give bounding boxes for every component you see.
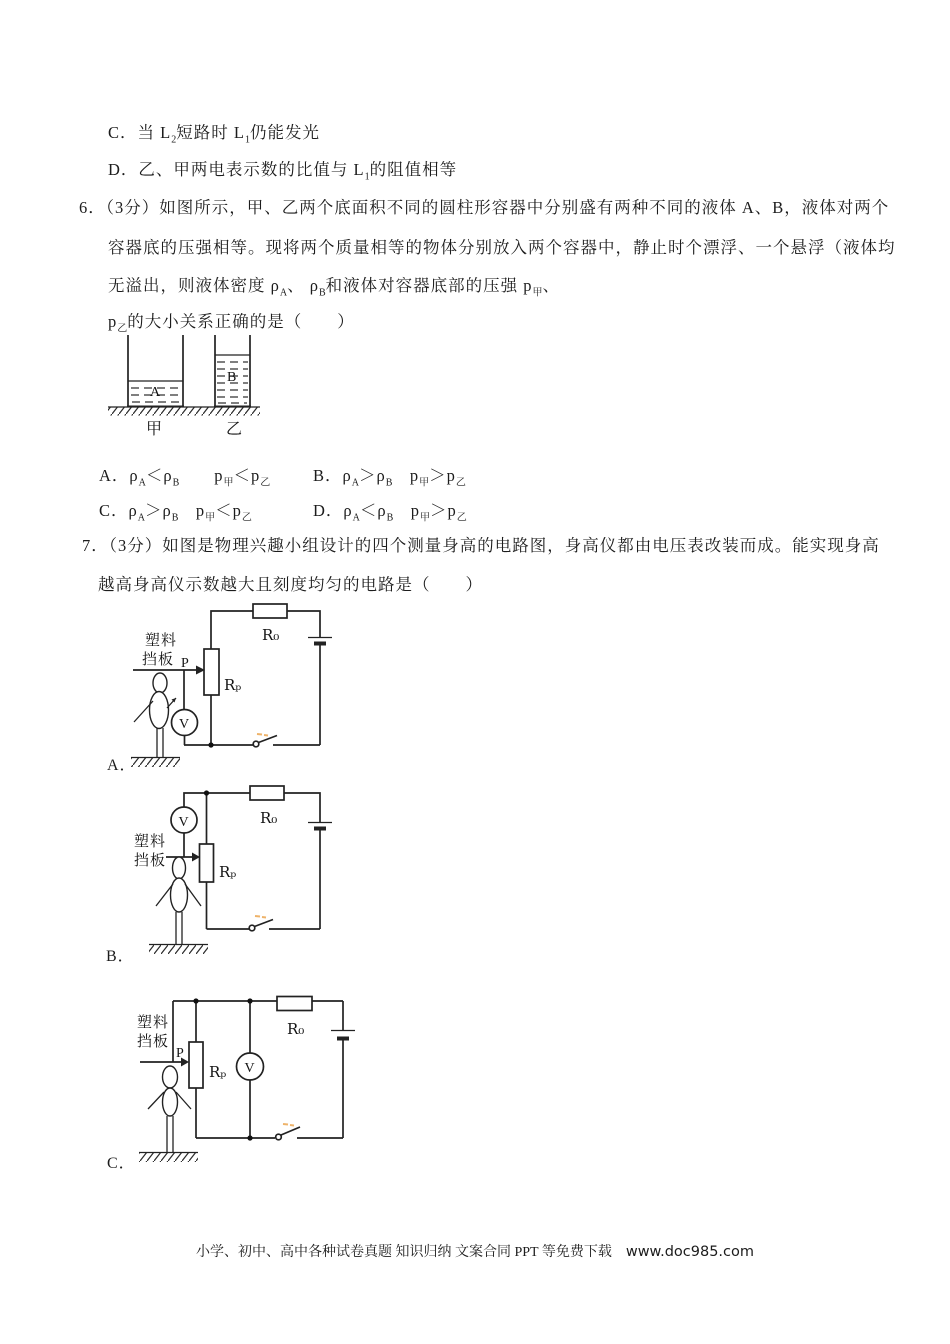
plastic-board-label-1: 塑料	[134, 834, 167, 850]
q6-option-d: D．$\rho_A<\rho_B$ $p_甲>p_乙$	[313, 501, 467, 524]
voltmeter-label: V	[178, 815, 189, 830]
footer-site-url: www.doc985.com	[625, 1244, 755, 1260]
plastic-board-label-2: 挡板	[137, 1034, 170, 1050]
ground	[139, 1153, 198, 1163]
voltmeter-label: V	[244, 1061, 255, 1076]
plastic-board-label-1: 塑料	[137, 1015, 170, 1031]
caption-jia: 甲	[146, 421, 165, 438]
liquid-b-label: B	[227, 370, 237, 385]
rp-label: Rₚ	[219, 863, 237, 881]
q7-circuit-c-figure	[105, 990, 365, 1175]
q7-line-2: 越高身高仪示数越大且刻度均匀的电路是（ ）	[98, 575, 483, 594]
page-footer	[0, 1241, 950, 1261]
r0-label: R₀	[287, 1020, 305, 1038]
rp-label: Rₚ	[224, 676, 242, 694]
voltmeter	[172, 710, 198, 736]
plastic-board-label-1: 塑料	[145, 633, 178, 649]
q6-line-1: 6．（3分）如图所示，甲、乙两个底面积不同的圆柱形容器中分别盛有两种不同的液体 A、B，液体对两个	[79, 198, 890, 217]
voltmeter-label: V	[179, 717, 190, 732]
voltmeter	[171, 807, 197, 833]
container-jia	[127, 335, 184, 407]
battery	[308, 638, 332, 644]
q6-line-2: 容器底的压强相等。现将两个质量相等的物体分别放入两个容器中，静止时个漂浮、一个悬浮（液体均	[108, 238, 896, 257]
pointer-p-label: P	[176, 1046, 184, 1061]
circuit-a-label: A．	[107, 757, 137, 774]
q6-option-c: C．$\rho_A>\rho_B$ $p_甲<p_乙$	[99, 501, 252, 524]
rp-label: Rₚ	[209, 1063, 227, 1081]
resistor-r0	[250, 786, 284, 827]
r0-label: R₀	[260, 809, 278, 827]
caption-yi: 乙	[226, 421, 245, 438]
circuit-b-label: B．	[106, 948, 135, 965]
ground	[131, 758, 180, 768]
prev-option-d: D．乙、甲两电表示数的比值与 $L_1$的阻值相等	[108, 160, 458, 183]
person-figure	[134, 673, 176, 757]
resistor-r0	[253, 604, 287, 644]
q6-line-4: $p_乙$的大小关系正确的是（ ）	[108, 312, 355, 335]
q6-option-a: A．$\rho_A<\rho_B$ $p_甲<p_乙$	[99, 466, 271, 489]
ground	[108, 407, 260, 416]
r0-label: R₀	[262, 626, 280, 644]
plastic-board-label-2: 挡板	[134, 853, 167, 869]
q6-option-b: B．$\rho_A>\rho_B$ $p_甲>p_乙$	[313, 466, 466, 489]
q6-containers-figure	[100, 333, 270, 440]
container-yi	[214, 335, 251, 407]
person-figure	[148, 1066, 191, 1152]
circuit-c-label: C．	[107, 1155, 136, 1172]
ground	[149, 945, 208, 955]
switch	[276, 1124, 300, 1140]
battery	[331, 1031, 355, 1039]
pointer-p-label: P	[181, 656, 189, 671]
plastic-board-label-2: 挡板	[142, 652, 175, 668]
resistor-r0	[277, 997, 312, 1039]
liquid-a-label: A	[150, 385, 161, 400]
prev-option-c: C．当 $L_2$短路时 $L_1$仍能发光	[108, 123, 320, 146]
battery	[308, 823, 332, 829]
footer-text: 小学、初中、高中各种试卷真题 知识归纳 文案合同 PPT 等免费下载	[195, 1245, 612, 1260]
q6-line-3: 无溢出，则液体密度 $\rho_A$、 $\rho_B$和液体对容器底部的压强 $p_甲$、	[108, 276, 560, 299]
q7-line-1: 7．（3分）如图是物理兴趣小组设计的四个测量身高的电路图，身高仪都由电压表改装而成。能实现身高	[82, 536, 880, 555]
voltmeter	[237, 1053, 264, 1080]
q7-circuit-b-figure	[100, 780, 335, 965]
person-figure	[156, 857, 201, 944]
